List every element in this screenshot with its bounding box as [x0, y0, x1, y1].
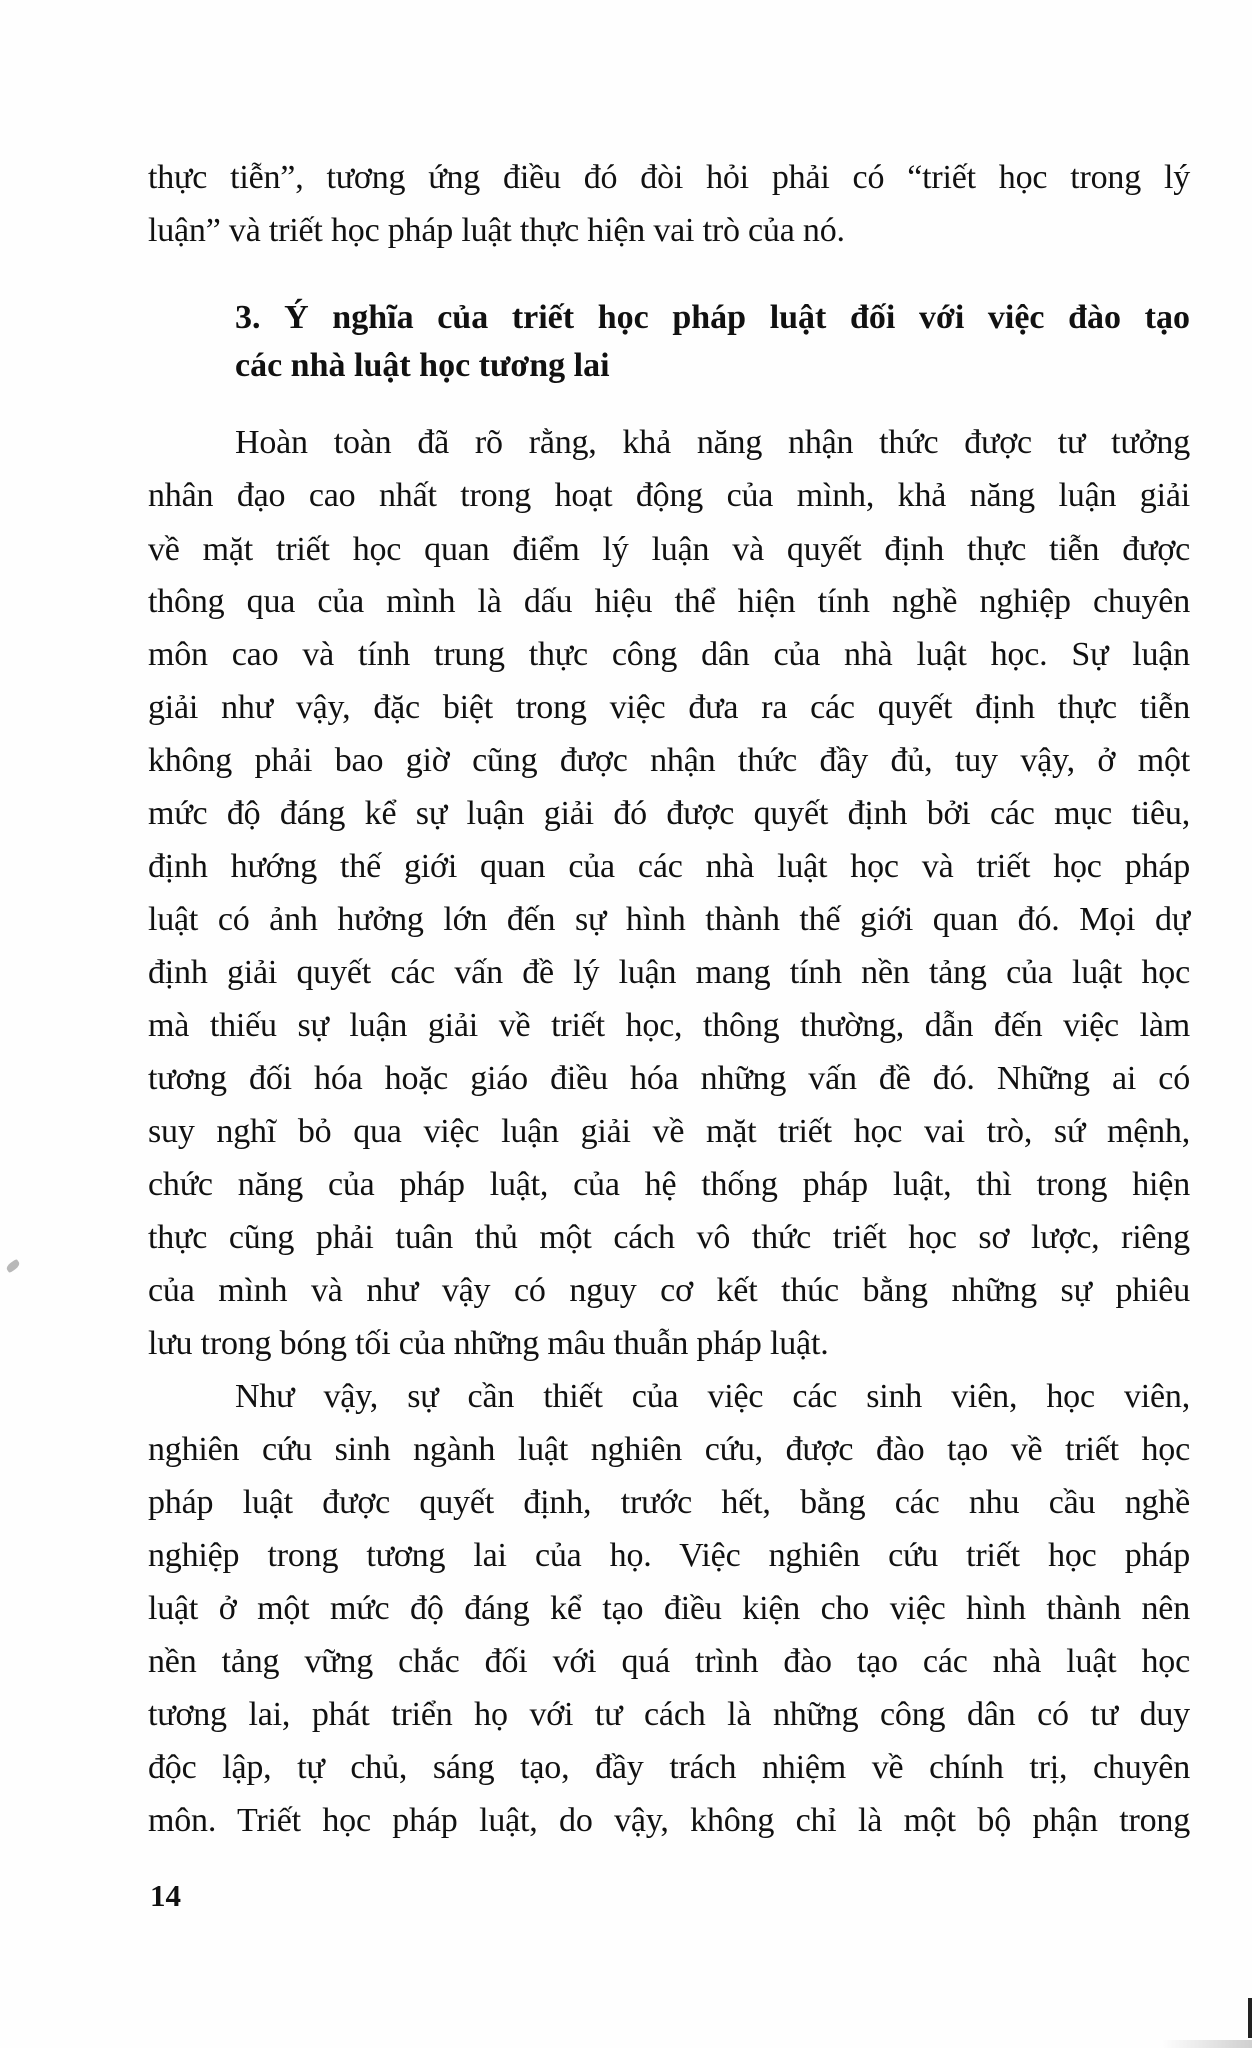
- body-text-line: của mình và như vậy có nguy cơ kết thúc bằng những sự phiêu: [148, 1272, 1190, 1309]
- page-number: 14: [150, 1878, 181, 1913]
- body-text-line: tương đối hóa hoặc giáo điều hóa những vấn đề đó. Những ai có: [148, 1060, 1190, 1097]
- paragraph-first-line: Hoàn toàn đã rõ rằng, khả năng nhận thức được tư tưởng: [235, 424, 1190, 461]
- body-text-line: nền tảng vững chắc đối với quá trình đào tạo các nhà luật học: [148, 1643, 1190, 1680]
- scan-page-shadow: [1162, 2040, 1252, 2048]
- body-text-line: luận” và triết học pháp luật thực hiện vai trò của nó.: [148, 212, 845, 249]
- section-heading-line: các nhà luật học tương lai: [235, 347, 610, 384]
- body-text-line: pháp luật được quyết định, trước hết, bằng các nhu cầu nghề: [148, 1484, 1190, 1521]
- body-text-line: luật ở một mức độ đáng kể tạo điều kiện cho việc hình thành nên: [148, 1590, 1190, 1627]
- body-text-line: định giải quyết các vấn đề lý luận mang tính nền tảng của luật học: [148, 954, 1190, 991]
- body-text-line: môn cao và tính trung thực công dân của nhà luật học. Sự luận: [148, 636, 1190, 673]
- body-text-line: thực tiễn”, tương ứng điều đó đòi hỏi phải có “triết học trong lý: [148, 159, 1190, 196]
- body-text-line: môn. Triết học pháp luật, do vậy, không chỉ là một bộ phận trong: [148, 1802, 1190, 1839]
- body-text-line: nghiên cứu sinh ngành luật nghiên cứu, được đào tạo về triết học: [148, 1431, 1190, 1468]
- scan-smudge-mark: [5, 1259, 21, 1274]
- body-text-line: mà thiếu sự luận giải về triết học, thông thường, dẫn đến việc làm: [148, 1007, 1190, 1044]
- body-text-line: nhân đạo cao nhất trong hoạt động của mình, khả năng luận giải: [148, 477, 1190, 514]
- body-text-line: về mặt triết học quan điểm lý luận và quyết định thực tiễn được: [148, 531, 1190, 568]
- paragraph-first-line: Như vậy, sự cần thiết của việc các sinh viên, học viên,: [235, 1378, 1190, 1415]
- body-text-line: nghiệp trong tương lai của họ. Việc nghiên cứu triết học pháp: [148, 1537, 1190, 1574]
- scan-page-edge: [1248, 1998, 1252, 2038]
- body-text-line: độc lập, tự chủ, sáng tạo, đầy trách nhiệm về chính trị, chuyên: [148, 1749, 1190, 1786]
- body-text-line: giải như vậy, đặc biệt trong việc đưa ra các quyết định thực tiễn: [148, 689, 1190, 726]
- body-text-line: thực cũng phải tuân thủ một cách vô thức triết học sơ lược, riêng: [148, 1219, 1190, 1256]
- body-text-line: định hướng thế giới quan của các nhà luật học và triết học pháp: [148, 848, 1190, 885]
- body-text-line: tương lai, phát triển họ với tư cách là những công dân có tư duy: [148, 1696, 1190, 1733]
- body-text-line: mức độ đáng kể sự luận giải đó được quyết định bởi các mục tiêu,: [148, 795, 1190, 832]
- body-text-line: chức năng của pháp luật, của hệ thống pháp luật, thì trong hiện: [148, 1166, 1190, 1203]
- section-heading-line: 3. Ý nghĩa của triết học pháp luật đối với việc đào tạo: [235, 299, 1190, 336]
- body-text-line: lưu trong bóng tối của những mâu thuẫn pháp luật.: [148, 1325, 829, 1362]
- body-text-line: không phải bao giờ cũng được nhận thức đầy đủ, tuy vậy, ở một: [148, 742, 1190, 779]
- body-text-line: suy nghĩ bỏ qua việc luận giải về mặt triết học vai trò, sứ mệnh,: [148, 1113, 1190, 1150]
- body-text-line: thông qua của mình là dấu hiệu thể hiện tính nghề nghiệp chuyên: [148, 583, 1190, 620]
- body-text-line: luật có ảnh hưởng lớn đến sự hình thành thế giới quan đó. Mọi dự: [148, 901, 1190, 938]
